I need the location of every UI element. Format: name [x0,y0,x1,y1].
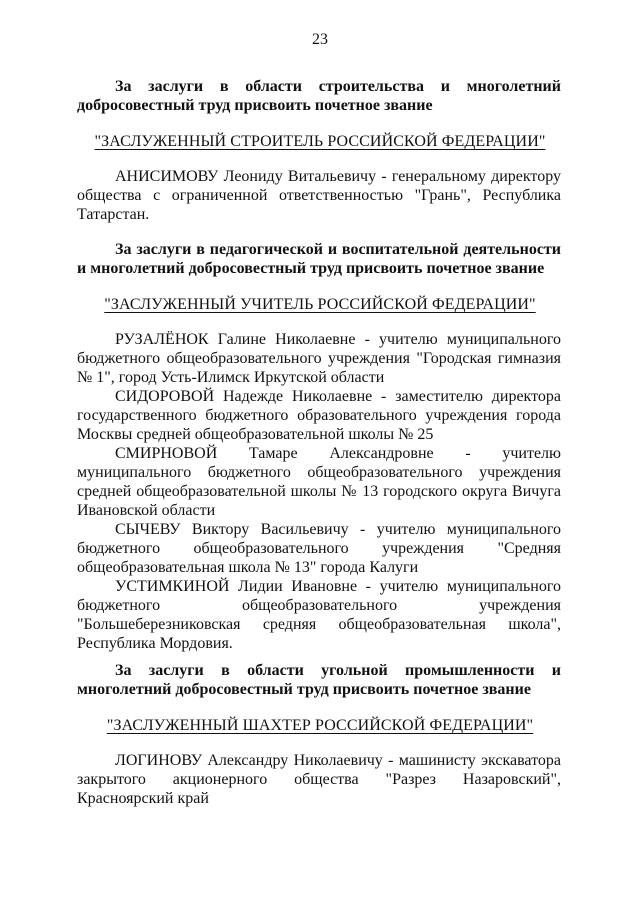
entry-smirnova: СМИРНОВОЙ Тамаре Александровне - учителю муниципального бюджетного общеобразовательного учреждения средней общеобразовательной школы № 13 городского округа Вичуга Ивановской области [77,445,561,519]
entry-loginov: ЛОГИНОВУ Александру Николаевичу - машинисту экскаватора закрытого акционерного общества "Разрез Назаровский", Красноярский край [77,752,561,807]
entry-anisimov: АНИСИМОВУ Леониду Витальевичу - генеральному директору общества с ограниченной ответственностью "Грань", Республика Татарстан. [77,168,561,223]
entry-sidorova: СИДОРОВОЙ Надежде Николаевне - заместителю директора государственного бюджетного образовательного учреждения города Москвы средней общеобразовательной школы № 25 [77,388,561,443]
entry-ustimkina: УСТИМКИНОЙ Лидии Ивановне - учителю муниципального бюджетного общеобразовательного учреждения "Большеберезниковская средняя общеобразовательная школа", Республика Мордовия. [77,578,561,652]
section-heading-pedagogy: За заслуги в педагогической и воспитательной деятельности и многолетний добросовестный труд присвоить почетное звание [77,241,561,277]
title-honored-miner: "ЗАСЛУЖЕННЫЙ ШАХТЕР РОССИЙСКОЙ ФЕДЕРАЦИИ" [106,717,534,734]
entry-ruzalenok: РУЗАЛЁНОК Галине Николаевне - учителю муниципального бюджетного общеобразовательного учреждения "Городская гимназия № 1", город Усть-Илимск Иркутской области [77,331,561,386]
section-heading-construction: За заслуги в области строительства и многолетний добросовестный труд присвоить почетное звание [77,78,561,114]
entry-sychev: СЫЧЕВУ Виктору Васильевичу - учителю муниципального бюджетного общеобразовательного учреждения "Средняя общеобразовательная школа № 13" города Калуги [77,521,561,576]
page-number: 23 [312,31,328,48]
title-honored-builder: "ЗАСЛУЖЕННЫЙ СТРОИТЕЛЬ РОССИЙСКОЙ ФЕДЕРАЦИИ" [94,133,546,150]
section-heading-coal: За заслуги в области угольной промышленности и многолетний добросовестный труд присвоить почетное звание [77,662,561,698]
title-honored-teacher: "ЗАСЛУЖЕННЫЙ УЧИТЕЛЬ РОССИЙСКОЙ ФЕДЕРАЦИИ" [104,296,536,313]
